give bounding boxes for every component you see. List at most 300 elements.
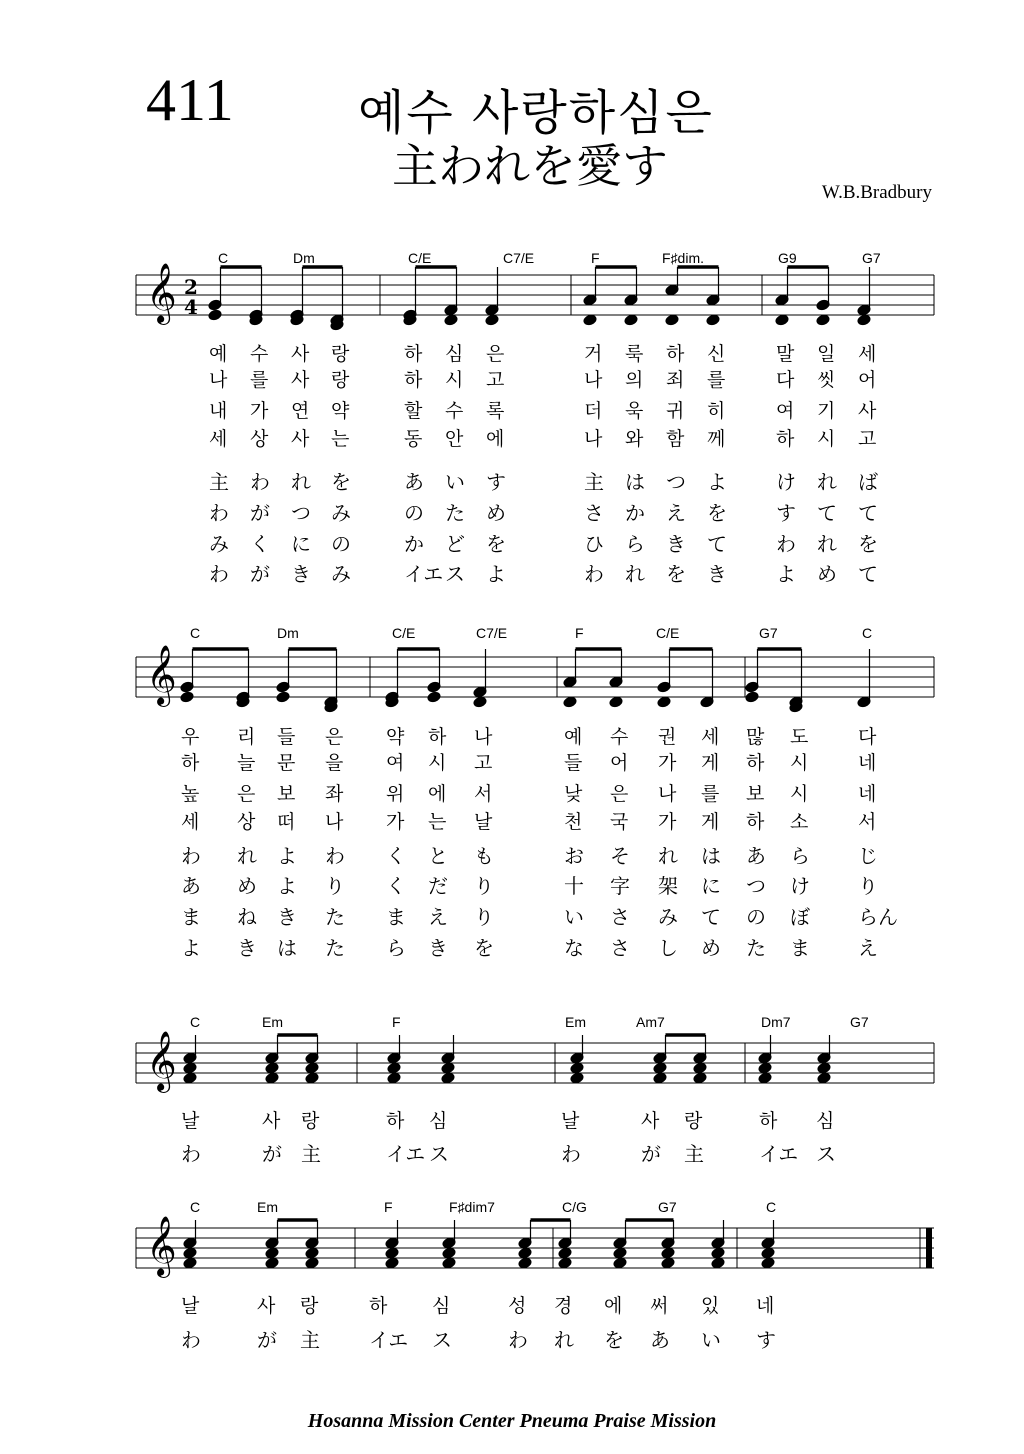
lyric-syllable-jp: き <box>291 562 311 586</box>
notehead <box>183 1062 197 1074</box>
lyric-syllable-jp: わ <box>209 501 229 525</box>
lyric-syllable-jp: ど <box>445 532 465 556</box>
lyric-syllable-kr: 랑 <box>300 1295 319 1317</box>
lyric-syllable-jp: ま <box>181 905 201 929</box>
lyric-syllable-jp: ら <box>386 936 406 960</box>
chord-symbol: C <box>862 625 873 641</box>
lyric-syllable-kr: 하 <box>428 726 447 748</box>
lyric-syllable-kr: 씻 <box>817 369 836 391</box>
lyric-syllable-kr: 여 <box>386 752 405 774</box>
lyric-syllable-kr: 수 <box>610 726 629 748</box>
lyric-syllable-jp: れ <box>291 470 311 494</box>
lyric-syllable-kr: 세 <box>181 811 200 833</box>
notehead <box>180 691 194 703</box>
lyric-syllable-kr: 께 <box>707 428 726 450</box>
chord-symbol: G7 <box>850 1014 869 1030</box>
lyric-syllable-kr: 내 <box>209 400 228 422</box>
lyric-syllable-kr: 귀 <box>666 400 685 422</box>
chord-symbol: Em <box>257 1199 278 1215</box>
lyric-syllable-kr: 서 <box>858 811 877 833</box>
lyric-syllable-kr: 세 <box>701 726 720 748</box>
treble-clef: 𝄞 <box>146 645 177 705</box>
lyric-syllable-jp: ま <box>386 905 406 929</box>
lyric-syllable-kr: 가 <box>386 811 405 833</box>
lyric-syllable-kr: 리 <box>237 726 256 748</box>
lyric-syllable-jp: らん <box>858 905 898 929</box>
lyric-syllable-jp: ま <box>790 936 810 960</box>
lyric-syllable-jp: さ <box>610 936 630 960</box>
chord-symbol: F♯dim. <box>662 250 704 266</box>
lyric-syllable-jp: け <box>776 470 796 494</box>
lyric-syllable-jp: を <box>604 1328 624 1352</box>
notehead <box>208 309 222 321</box>
lyric-syllable-jp: わ <box>508 1328 528 1352</box>
lyric-syllable-jp: く <box>386 844 406 868</box>
lyric-syllable-jp: す <box>776 501 796 525</box>
chord-symbol: C <box>190 1014 201 1030</box>
lyric-syllable-jp: た <box>746 936 766 960</box>
lyric-syllable-jp: み <box>658 905 678 929</box>
lyric-syllable-kr: 써 <box>650 1295 669 1317</box>
chord-symbol: Am7 <box>636 1014 665 1030</box>
notehead <box>775 314 789 326</box>
lyric-syllable-jp: ス <box>429 1142 449 1166</box>
notehead <box>387 1072 401 1084</box>
notehead <box>265 1257 279 1269</box>
notehead <box>583 314 597 326</box>
lyric-syllable-kr: 욱 <box>625 400 644 422</box>
lyric-syllable-jp: え <box>858 936 878 960</box>
lyric-syllable-jp: イエ <box>404 562 444 586</box>
lyric-syllable-jp: ス <box>816 1142 836 1166</box>
lyric-syllable-jp: ね <box>237 905 257 929</box>
chord-symbol: C7/E <box>503 250 535 266</box>
chord-symbol: C <box>766 1199 777 1215</box>
notehead <box>711 1247 725 1259</box>
notehead <box>385 1247 399 1259</box>
lyric-syllable-jp: て <box>817 501 837 525</box>
lyric-syllable-kr: 사 <box>262 1110 281 1132</box>
notehead <box>653 1072 667 1084</box>
chord-symbol: G9 <box>778 250 797 266</box>
lyric-syllable-kr: 와 <box>625 428 644 450</box>
lyric-syllable-kr: 고 <box>858 428 877 450</box>
lyric-syllable-jp: く <box>250 532 270 556</box>
notehead <box>265 1247 279 1259</box>
lyric-syllable-kr: 신 <box>707 343 726 365</box>
lyric-syllable-jp: あ <box>181 874 201 898</box>
notehead <box>758 1072 772 1084</box>
lyric-syllable-jp: け <box>790 874 810 898</box>
lyric-syllable-jp: ス <box>445 562 465 586</box>
chord-symbol: C <box>218 250 229 266</box>
lyric-syllable-kr: 말 <box>776 343 795 365</box>
lyric-syllable-jp: れ <box>817 532 837 556</box>
lyric-syllable-kr: 사 <box>291 343 310 365</box>
lyric-syllable-kr: 은 <box>237 783 256 805</box>
lyric-syllable-jp: を <box>331 470 351 494</box>
lyric-syllable-jp: よ <box>776 562 796 586</box>
lyric-syllable-jp: 主 <box>301 1142 321 1166</box>
lyric-syllable-kr: 에 <box>486 428 505 450</box>
lyric-syllable-jp: は <box>277 936 297 960</box>
lyric-syllable-kr: 사 <box>291 428 310 450</box>
lyric-syllable-jp: も <box>474 844 494 868</box>
lyric-syllable-jp: か <box>625 501 645 525</box>
notehead <box>183 1257 197 1269</box>
lyric-syllable-kr: 하 <box>181 752 200 774</box>
lyric-syllable-kr: 시 <box>428 752 447 774</box>
lyric-syllable-kr: 수 <box>250 343 269 365</box>
lyric-syllable-kr: 사 <box>291 369 310 391</box>
lyric-syllable-jp: が <box>250 562 270 586</box>
lyric-syllable-jp: は <box>701 844 721 868</box>
hymn-number: 411 <box>146 67 234 133</box>
lyric-syllable-jp: み <box>331 562 351 586</box>
lyric-syllable-jp: あ <box>746 844 766 868</box>
lyric-syllable-jp: に <box>701 874 721 898</box>
chord-symbol: C7/E <box>476 625 508 641</box>
lyric-syllable-jp: れ <box>658 844 678 868</box>
lyric-syllable-kr: 가 <box>658 811 677 833</box>
title-japanese: 主われを愛す <box>392 139 668 193</box>
lyric-syllable-kr: 심 <box>816 1110 835 1132</box>
chord-symbol: G7 <box>658 1199 677 1215</box>
lyric-syllable-kr: 랑 <box>331 343 350 365</box>
lyric-syllable-kr: 네 <box>756 1295 775 1317</box>
chord-symbol: G7 <box>862 250 881 266</box>
lyric-syllable-kr: 하 <box>404 343 423 365</box>
chord-symbol: C/E <box>408 250 432 266</box>
lyric-syllable-kr: 는 <box>331 428 350 450</box>
lyric-syllable-jp: い <box>701 1328 721 1352</box>
lyric-syllable-kr: 많 <box>746 726 765 748</box>
lyric-syllable-kr: 나 <box>325 811 344 833</box>
notehead <box>665 314 679 326</box>
lyric-syllable-jp: さ <box>584 501 604 525</box>
lyric-syllable-jp: れ <box>625 562 645 586</box>
lyric-syllable-jp: 主 <box>300 1328 320 1352</box>
lyric-syllable-kr: 는 <box>428 811 447 833</box>
lyric-syllable-jp: す <box>486 470 506 494</box>
notehead <box>563 696 577 708</box>
lyric-syllable-kr: 하 <box>759 1110 778 1132</box>
lyric-syllable-jp: わ <box>776 532 796 556</box>
lyric-syllable-kr: 천 <box>564 811 583 833</box>
chord-symbol: F <box>591 250 600 266</box>
lyric-syllable-jp: よ <box>707 470 727 494</box>
lyric-syllable-jp: り <box>474 874 494 898</box>
lyric-syllable-jp: ら <box>790 844 810 868</box>
notehead <box>624 314 638 326</box>
lyric-syllable-kr: 날 <box>474 811 493 833</box>
lyric-syllable-jp: た <box>325 905 345 929</box>
lyric-syllable-kr: 사 <box>641 1110 660 1132</box>
lyric-syllable-jp: よ <box>181 936 201 960</box>
chord-symbol: C/G <box>562 1199 587 1215</box>
lyric-syllable-jp: に <box>291 532 311 556</box>
chord-symbol: Dm7 <box>761 1014 791 1030</box>
lyric-syllable-jp: わ <box>325 844 345 868</box>
lyric-syllable-kr: 게 <box>701 752 720 774</box>
notehead <box>183 1247 197 1259</box>
lyric-syllable-kr: 죄 <box>666 369 685 391</box>
lyric-syllable-jp: し <box>658 936 678 960</box>
lyric-syllable-kr: 심 <box>445 343 464 365</box>
lyric-syllable-kr: 은 <box>486 343 505 365</box>
lyric-syllable-jp: た <box>445 501 465 525</box>
lyric-syllable-kr: 에 <box>604 1295 623 1317</box>
lyric-syllable-jp: て <box>858 562 878 586</box>
lyric-syllable-jp: き <box>707 562 727 586</box>
lyric-syllable-kr: 룩 <box>625 343 644 365</box>
lyric-syllable-jp: つ <box>746 874 766 898</box>
lyric-syllable-kr: 심 <box>429 1110 448 1132</box>
notehead <box>442 1257 456 1269</box>
notehead <box>657 696 671 708</box>
lyric-syllable-kr: 도 <box>790 726 809 748</box>
lyric-syllable-kr: 문 <box>277 752 296 774</box>
lyric-syllable-jp: み <box>209 532 229 556</box>
lyric-syllable-jp: 主 <box>209 470 229 494</box>
lyric-syllable-jp: め <box>701 936 721 960</box>
notehead <box>473 696 487 708</box>
lyric-syllable-kr: 상 <box>237 811 256 833</box>
notehead <box>661 1247 675 1259</box>
lyric-syllable-kr: 다 <box>776 369 795 391</box>
lyric-syllable-kr: 날 <box>561 1110 580 1132</box>
lyric-syllable-kr: 서 <box>474 783 493 805</box>
lyric-syllable-kr: 있 <box>701 1295 720 1317</box>
notehead <box>817 1072 831 1084</box>
lyric-syllable-kr: 약 <box>331 400 350 422</box>
lyric-syllable-jp: よ <box>277 844 297 868</box>
notehead <box>693 1072 707 1084</box>
notehead <box>570 1062 584 1074</box>
lyric-syllable-jp: は <box>625 470 645 494</box>
lyric-syllable-kr: 하 <box>404 369 423 391</box>
notehead <box>485 314 499 326</box>
lyric-syllable-kr: 네 <box>858 783 877 805</box>
lyric-syllable-jp: を <box>474 936 494 960</box>
lyric-syllable-kr: 수 <box>445 400 464 422</box>
lyric-syllable-kr: 시 <box>790 783 809 805</box>
lyric-syllable-kr: 일 <box>817 343 836 365</box>
lyric-syllable-kr: 거 <box>584 343 603 365</box>
lyric-syllable-jp: り <box>858 874 878 898</box>
lyric-syllable-kr: 날 <box>181 1295 200 1317</box>
notehead <box>385 1257 399 1269</box>
lyric-syllable-jp: わ <box>584 562 604 586</box>
notehead <box>609 696 623 708</box>
lyric-syllable-kr: 들 <box>277 726 296 748</box>
lyric-syllable-kr: 경 <box>554 1295 573 1317</box>
lyric-syllable-kr: 나 <box>658 783 677 805</box>
time-signature-top: 2 <box>184 275 198 299</box>
lyric-syllable-kr: 록 <box>486 400 505 422</box>
lyric-syllable-kr: 함 <box>666 428 685 450</box>
lyric-syllable-jp: き <box>277 905 297 929</box>
lyric-syllable-kr: 가 <box>250 400 269 422</box>
lyric-syllable-jp: イエ <box>759 1142 799 1166</box>
lyric-syllable-kr: 하 <box>666 343 685 365</box>
notehead <box>183 1072 197 1084</box>
lyric-syllable-jp: め <box>817 562 837 586</box>
lyric-syllable-jp: く <box>386 874 406 898</box>
notehead <box>558 1257 572 1269</box>
lyric-syllable-jp: の <box>404 501 424 525</box>
notehead <box>857 314 871 326</box>
notehead <box>817 1062 831 1074</box>
lyric-syllable-kr: 나 <box>584 369 603 391</box>
lyric-syllable-jp: を <box>707 501 727 525</box>
lyric-syllable-kr: 시 <box>817 428 836 450</box>
chord-symbol: C <box>190 1199 201 1215</box>
lyric-syllable-jp: た <box>325 936 345 960</box>
lyric-syllable-jp: 十 <box>564 874 584 898</box>
lyric-syllable-jp: よ <box>486 562 506 586</box>
lyric-syllable-jp: よ <box>277 874 297 898</box>
lyric-syllable-jp: の <box>331 532 351 556</box>
lyric-syllable-jp: り <box>325 874 345 898</box>
lyric-syllable-kr: 은 <box>325 726 344 748</box>
lyric-syllable-jp: わ <box>561 1142 581 1166</box>
lyric-syllable-kr: 사 <box>858 400 877 422</box>
lyric-syllable-jp: 主 <box>584 470 604 494</box>
lyric-syllable-jp: が <box>250 501 270 525</box>
lyric-syllable-kr: 나 <box>209 369 228 391</box>
lyric-syllable-jp: あ <box>650 1328 670 1352</box>
notehead <box>613 1257 627 1269</box>
lyric-syllable-kr: 동 <box>404 428 423 450</box>
notehead <box>441 1072 455 1084</box>
notehead <box>387 1062 401 1074</box>
notehead <box>518 1247 532 1259</box>
chord-symbol: F <box>575 625 584 641</box>
treble-clef: 𝄞 <box>146 263 177 323</box>
lyric-syllable-jp: ば <box>858 470 878 494</box>
time-signature-bottom: 4 <box>184 295 198 319</box>
lyric-syllable-jp: わ <box>250 470 270 494</box>
lyric-syllable-kr: 들 <box>564 752 583 774</box>
lyric-syllable-jp: て <box>858 501 878 525</box>
lyric-syllable-kr: 랑 <box>331 369 350 391</box>
lyric-syllable-kr: 국 <box>610 811 629 833</box>
lyric-syllable-jp: り <box>474 905 494 929</box>
lyric-syllable-kr: 기 <box>817 400 836 422</box>
lyric-syllable-jp: そ <box>610 844 630 868</box>
title-korean: 예수 사랑하심은 <box>358 85 714 141</box>
lyric-syllable-kr: 를 <box>701 783 720 805</box>
lyric-syllable-kr: 여 <box>776 400 795 422</box>
notehead <box>305 1257 319 1269</box>
lyric-syllable-kr: 어 <box>610 752 629 774</box>
lyric-syllable-jp: わ <box>181 844 201 868</box>
notehead <box>305 1062 319 1074</box>
lyric-syllable-kr: 나 <box>474 726 493 748</box>
lyric-syllable-kr: 고 <box>486 369 505 391</box>
lyric-syllable-kr: 예 <box>209 343 228 365</box>
lyric-syllable-kr: 좌 <box>325 783 344 805</box>
lyric-syllable-kr: 를 <box>250 369 269 391</box>
composer: W.B.Bradbury <box>821 182 932 203</box>
lyric-syllable-jp: て <box>701 905 721 929</box>
lyric-syllable-kr: 세 <box>209 428 228 450</box>
lyric-syllable-kr: 하 <box>746 811 765 833</box>
lyric-syllable-kr: 보 <box>746 783 765 805</box>
notehead <box>444 314 458 326</box>
lyric-syllable-jp: か <box>404 532 424 556</box>
lyric-syllable-jp: じ <box>858 844 878 868</box>
lyric-syllable-kr: 나 <box>584 428 603 450</box>
lyric-syllable-jp: て <box>707 532 727 556</box>
notehead <box>305 1247 319 1259</box>
notehead <box>711 1257 725 1269</box>
lyric-syllable-kr: 가 <box>658 752 677 774</box>
notehead <box>305 1072 319 1084</box>
lyric-syllable-jp: が <box>641 1142 661 1166</box>
lyric-syllable-kr: 날 <box>181 1110 200 1132</box>
lyric-syllable-kr: 소 <box>790 811 809 833</box>
chord-symbol: C <box>190 625 201 641</box>
lyric-syllable-kr: 하 <box>746 752 765 774</box>
lyric-syllable-kr: 안 <box>445 428 464 450</box>
lyric-syllable-kr: 어 <box>858 369 877 391</box>
lyric-syllable-jp: イエ <box>369 1328 409 1352</box>
notehead <box>558 1247 572 1259</box>
lyric-syllable-jp: み <box>331 501 351 525</box>
lyric-syllable-kr: 더 <box>584 400 603 422</box>
lyric-syllable-jp: つ <box>666 470 686 494</box>
lyric-syllable-jp: 架 <box>658 874 678 898</box>
lyric-syllable-jp: れ <box>554 1328 574 1352</box>
lyric-syllable-jp: が <box>262 1142 282 1166</box>
chord-symbol: C/E <box>392 625 416 641</box>
lyric-syllable-kr: 성 <box>508 1295 527 1317</box>
lyric-syllable-kr: 연 <box>291 400 310 422</box>
lyric-syllable-jp: の <box>746 905 766 929</box>
lyric-syllable-kr: 에 <box>428 783 447 805</box>
lyric-syllable-kr: 세 <box>858 343 877 365</box>
lyric-syllable-jp: え <box>666 501 686 525</box>
lyric-syllable-kr: 하 <box>776 428 795 450</box>
notehead <box>653 1062 667 1074</box>
lyric-syllable-jp: 主 <box>684 1142 704 1166</box>
lyric-syllable-jp: 字 <box>610 874 630 898</box>
notehead <box>816 314 830 326</box>
notehead <box>761 1247 775 1259</box>
lyric-syllable-kr: 낮 <box>564 783 583 805</box>
notehead <box>518 1257 532 1269</box>
notehead <box>570 1072 584 1084</box>
lyric-syllable-kr: 우 <box>181 726 200 748</box>
lyric-syllable-kr: 권 <box>658 726 677 748</box>
notehead <box>441 1062 455 1074</box>
lyric-syllable-kr: 시 <box>445 369 464 391</box>
lyric-syllable-jp: だ <box>428 874 448 898</box>
lyric-syllable-jp: を <box>858 532 878 556</box>
lyric-syllable-jp: と <box>428 844 448 868</box>
lyric-syllable-kr: 떠 <box>277 811 296 833</box>
chord-symbol: Dm <box>277 625 299 641</box>
lyric-syllable-kr: 할 <box>404 400 423 422</box>
notehead <box>276 691 290 703</box>
notehead <box>758 1062 772 1074</box>
chord-symbol: G7 <box>759 625 778 641</box>
lyric-syllable-kr: 하 <box>386 1110 405 1132</box>
notehead <box>442 1247 456 1259</box>
lyric-syllable-jp: イエ <box>386 1142 426 1166</box>
